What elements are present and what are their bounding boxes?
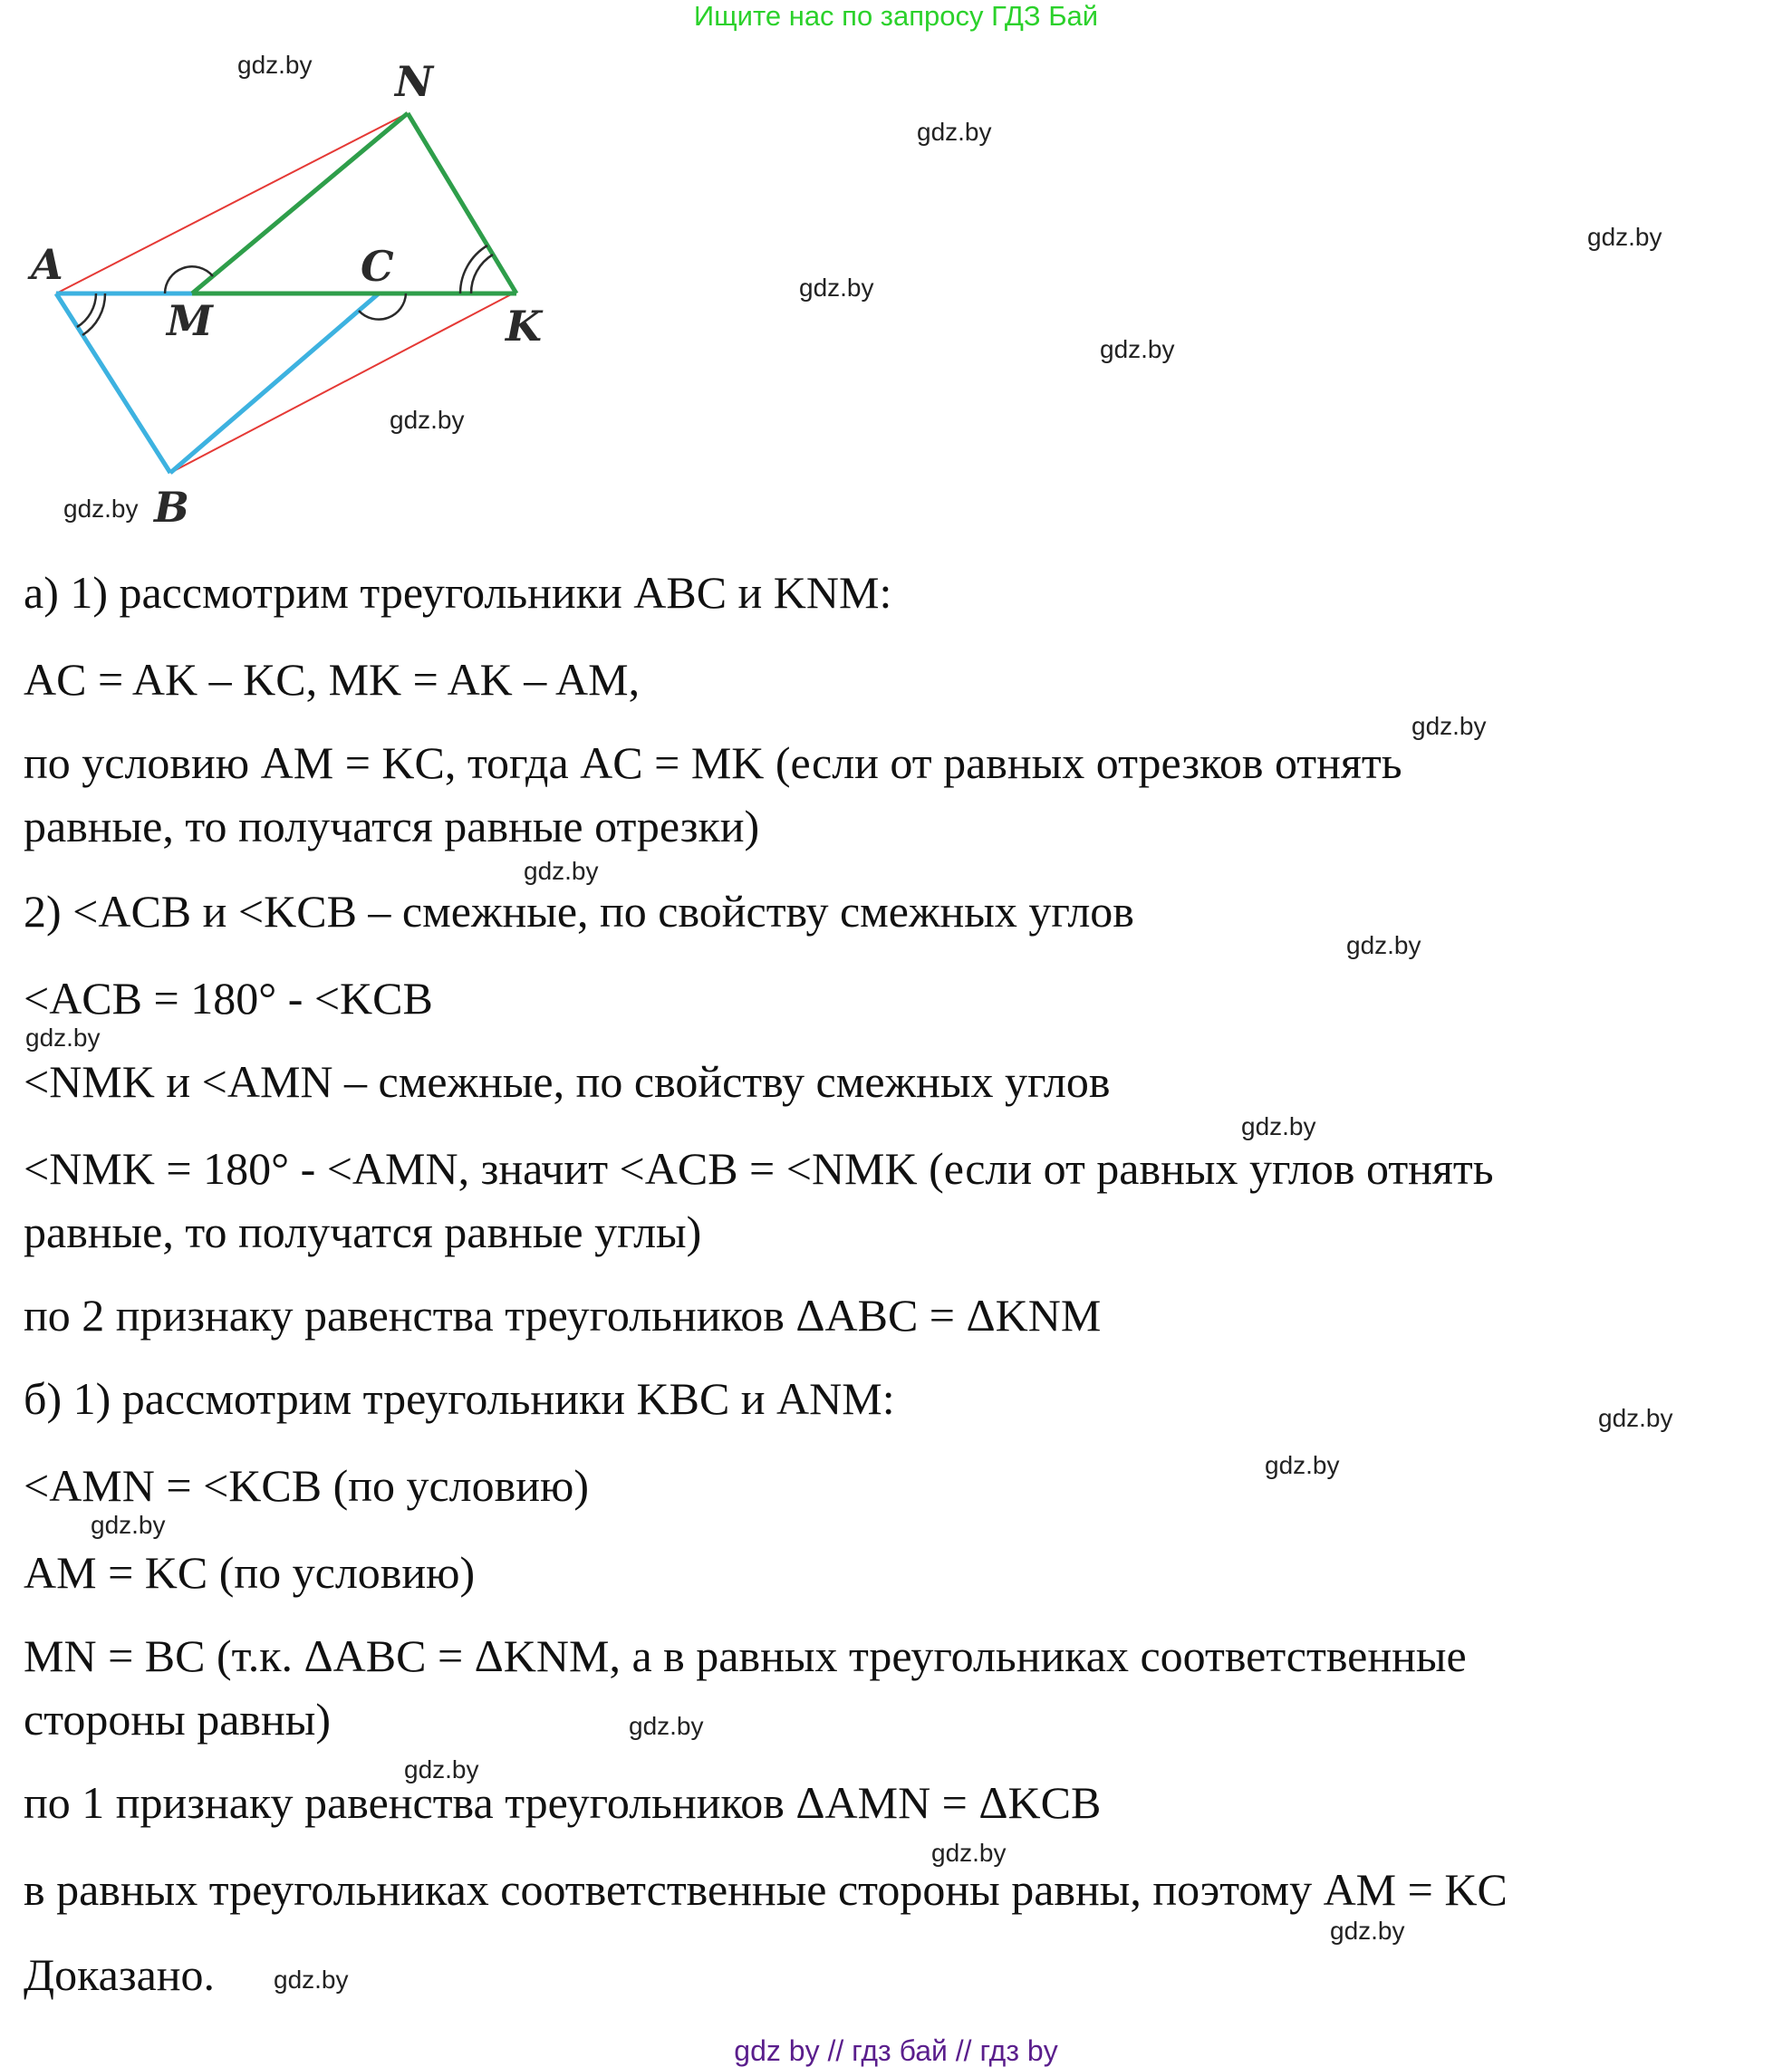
watermark: gdz.by xyxy=(390,406,465,434)
point-label-m: M xyxy=(167,296,213,345)
watermark: gdz.by xyxy=(25,1024,101,1052)
solution-line: по 2 признаку равенства треугольников ΔABC = ΔKNM xyxy=(24,1290,1102,1341)
watermark: gdz.by xyxy=(63,495,139,523)
watermark: gdz.by xyxy=(1265,1451,1340,1479)
watermark: gdz.by xyxy=(931,1839,1007,1867)
solution-line: стороны равны) xyxy=(24,1694,332,1745)
point-label-c: C xyxy=(361,242,394,291)
solution-line: по условию AM = KC, тогда AC = MK (если от равных отрезков отнять xyxy=(24,737,1402,788)
watermark: gdz.by xyxy=(1411,712,1487,740)
watermark: gdz.by xyxy=(1100,335,1175,363)
solution-line: AM = KC (по условию) xyxy=(24,1547,476,1598)
watermark: gdz.by xyxy=(524,857,599,885)
point-label-n: N xyxy=(395,57,434,106)
watermark: gdz.by xyxy=(917,118,992,146)
angle-arc-n-k-2 xyxy=(460,245,487,293)
solution-line: по 1 признаку равенства треугольников ΔAMN = ΔKCB xyxy=(24,1777,1102,1828)
solution-line: равные, то получатся равные углы) xyxy=(24,1207,702,1257)
segment-ab xyxy=(56,293,170,473)
solution-line: <NMK = 180° - <AMN, значит <ACB = <NMK (если от равных углов отнять xyxy=(24,1143,1494,1194)
point-label-b: B xyxy=(154,483,189,532)
solution-line: в равных треугольниках соответственные стороны равны, поэтому AM = KC xyxy=(24,1864,1508,1915)
solution-line: AC = AK – KC, MK = AK – AM, xyxy=(24,654,641,705)
solution-line: MN = BC (т.к. ΔABC = ΔKNM, а в равных треугольниках соответственные xyxy=(24,1630,1467,1681)
watermark: gdz.by xyxy=(91,1511,166,1539)
watermark: gdz.by xyxy=(1241,1112,1316,1140)
solution-line: б) 1) рассмотрим треугольники KBC и ANM: xyxy=(24,1373,895,1424)
watermark: gdz.by xyxy=(799,274,874,302)
line-bk-red xyxy=(170,292,516,473)
solution-line: 2) <ACB и <KCB – смежные, по свойству смежных углов xyxy=(24,886,1134,937)
search-banner: Ищите нас по запросу ГДЗ Бай xyxy=(693,0,1099,32)
angle-arc-a-2 xyxy=(82,293,105,335)
watermark: gdz.by xyxy=(274,1966,349,1994)
point-label-k: K xyxy=(506,302,542,351)
watermark: gdz.by xyxy=(629,1712,704,1740)
watermark: gdz.by xyxy=(404,1755,479,1783)
solution-line: равные, то получатся равные отрезки) xyxy=(24,801,760,851)
point-label-a: A xyxy=(31,240,63,289)
solution-line: <NMK и <AMN – смежные, по свойству смежных углов xyxy=(24,1056,1111,1107)
line-an-red xyxy=(56,113,408,293)
footer-links: gdz by // гдз бай // гдз by xyxy=(734,2034,1058,2067)
watermark: gdz.by xyxy=(237,51,313,79)
watermark: gdz.by xyxy=(1587,223,1662,251)
angle-arc-n-k-1 xyxy=(471,255,493,293)
segment-nk xyxy=(408,113,516,293)
solution-line: <ACB = 180° - <KCB xyxy=(24,973,433,1024)
watermark: gdz.by xyxy=(1598,1404,1673,1432)
watermark: gdz.by xyxy=(1330,1917,1405,1945)
solution-line: Доказано. xyxy=(24,1949,216,2000)
geometry-figure xyxy=(0,36,562,543)
watermark: gdz.by xyxy=(1346,931,1421,959)
angle-arc-a-1 xyxy=(77,293,96,327)
solution-line: а) 1) рассмотрим треугольники ABC и KNM: xyxy=(24,567,892,618)
solution-line: <AMN = <KCB (по условию) xyxy=(24,1460,589,1511)
